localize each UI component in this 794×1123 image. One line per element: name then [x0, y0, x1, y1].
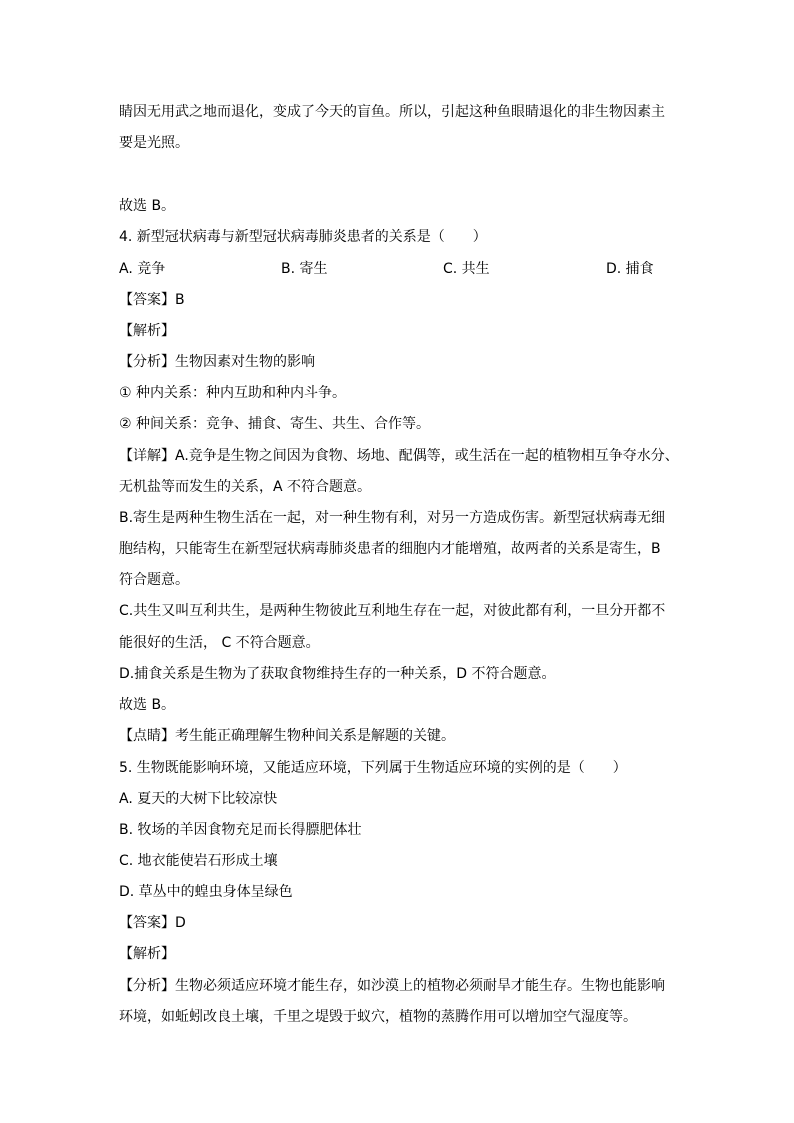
detail-a-1: 【详解】A.竞争是生物之间因为食物、场地、配偶等，或生活在一起的植物相互争夺水分、: [119, 448, 679, 464]
detail-c-2: 能很好的生活， C 不符合题意。: [119, 635, 320, 651]
analysis-5-1: 【分析】生物必须适应环境才能生存，如沙漠上的植物必须耐旱才能生存。生物也能影响: [119, 978, 665, 994]
answer-4: 【答案】B: [119, 292, 185, 308]
detail-c-1: C.共生又叫互利共生，是两种生物彼此互利地生存在一起，对彼此都有利，一旦分开都不: [119, 603, 666, 619]
analysis-5-2: 环境，如蚯蚓改良土壤，千里之堤毁于蚁穴，植物的蒸腾作用可以增加空气湿度等。: [119, 1009, 637, 1025]
q5-option-b: B. 牧场的羊因食物充足而长得膘肥体壮: [119, 822, 362, 838]
q4-option-c: C. 共生: [443, 261, 490, 277]
intraspecific-line: ① 种内关系：种内互助和种内斗争。: [119, 385, 347, 401]
interspecific-line: ② 种间关系：竞争、捕食、寄生、共生、合作等。: [119, 416, 430, 432]
q4-option-d: D. 捕食: [606, 261, 654, 277]
analysis-heading-5: 【解析】: [119, 946, 175, 962]
question-4: 4. 新型冠状病毒与新型冠状病毒肺炎患者的关系是（ ）: [119, 229, 487, 245]
q5-option-a: A. 夏天的大树下比较凉快: [119, 791, 278, 807]
q4-option-b: B. 寄生: [281, 261, 328, 277]
p1b: 要是光照。: [119, 135, 189, 151]
answer-5: 【答案】D: [119, 915, 186, 931]
detail-b-3: 符合题意。: [119, 572, 189, 588]
sel1: 故选 B。: [119, 198, 176, 214]
detail-d: D.捕食关系是生物为了获取食物维持生存的一种关系，D 不符合题意。: [119, 666, 556, 682]
question-5: 5. 生物既能影响环境，又能适应环境，下列属于生物适应环境的实例的是（ ）: [119, 760, 627, 776]
key-point: 【点睛】考生能正确理解生物种间关系是解题的关键。: [119, 728, 455, 744]
sel2: 故选 B。: [119, 697, 176, 713]
detail-b-1: B.寄生是两种生物生活在一起，对一种生物有利，对另一方造成伤害。新型冠状病毒无细: [119, 510, 666, 526]
q4-option-a: A. 竞争: [119, 261, 166, 277]
p1a: 睛因无用武之地而退化，变成了今天的盲鱼。所以，引起这种鱼眼睛退化的非生物因素主: [119, 104, 665, 120]
detail-b-2: 胞结构，只能寄生在新型冠状病毒肺炎患者的细胞内才能增殖，故两者的关系是寄生，B: [119, 541, 661, 557]
q5-option-d: D. 草丛中的蝗虫身体呈绿色: [119, 884, 293, 900]
q5-option-c: C. 地衣能使岩石形成土壤: [119, 853, 278, 869]
analysis-heading-4: 【解析】: [119, 323, 175, 339]
detail-a-2: 无机盐等而发生的关系，A 不符合题意。: [119, 479, 372, 495]
analysis-4: 【分析】生物因素对生物的影响: [119, 354, 315, 370]
